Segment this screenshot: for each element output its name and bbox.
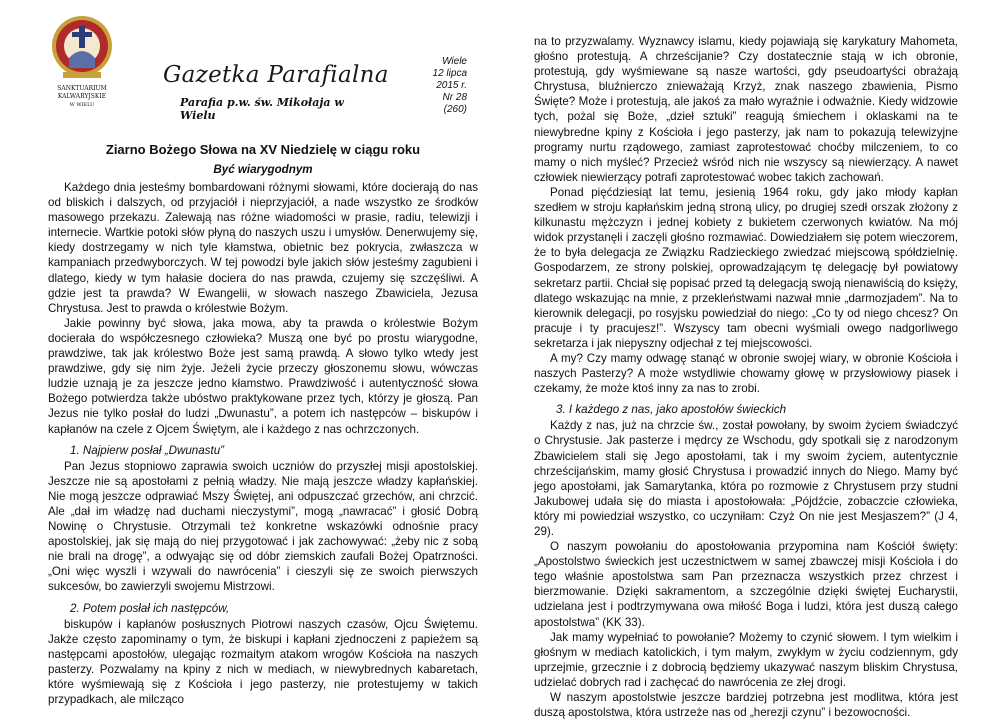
paragraph: Każdy z nas, już na chrzcie św., został powołany, by swoim życiem świadczyć o Chrystusie. Jak pasterze i mędrcy ze Wschodu, gdy spotkali się z narodzonym Zbawicielem stali się Jego apostołami, tak i my swoim życiem, autentycznie chrześcijańskim, mamy głosić Chrystusa i prowadzić innych do Niego. Mamy być jego apostołami, jak Samarytanka, która po rozmowie z Chrystusem przy studni Jakubowej udała się do miasta i apostołowała: „Pójdźcie, zobaczcie człowieka, który mi powiedział wszystko, co uczyniłam: Czyż On nie jest Mesjaszem?” (J 4, 29). — [534, 419, 958, 538]
paragraph: biskupów i kapłanów posłusznych Piotrowi naszych czasów, Ojcu Świętemu. Jakże często zapominamy o tym, że biskupi i kapłani zjednoczeni z papieżem są następcami apostołów, ulegając rozmaitym atakom wrogów Kościoła na naszych pasterzy. Pozwalamy na kpiny z nich w mediach, w niewybrednych kabaretach, które wyśmiewają się z Kościoła i jego pasterzy, nie protestujemy w takich przypadkach, ale milcząco — [48, 617, 478, 707]
paragraph: O naszym powołaniu do apostołowania przypomina nam Kościół święty: „Apostolstwo świeckich jest uczestnictwem w samej zbawczej misji Kościoła i do tego właśnie apostolstwa sam Pan przeznacza wszystkich przez chrzest i bierzmowanie. Dzięki sakramentom, a szczególnie dzięki świętej Eucharystii, udzielana jest i podtrzymywana owa miłość Boga i ludzi, która jest duszą całego apostolstwa” (KK 33). — [534, 540, 958, 629]
issue-place: Wiele — [442, 56, 467, 67]
logo-line-2: KALWARYJSKIE — [57, 93, 107, 100]
issue-info — [417, 56, 467, 116]
paragraph: W naszym apostolstwie jeszcze bardziej potrzebna jest modlitwa, która jest duszą apostolstwa, która ustrzeże nas od „herezji czynu” i bezowocności. — [534, 691, 958, 720]
parish-subtitle: Parafia p.w. św. Mikołaja w Wielu — [180, 96, 344, 122]
logo-line-3: W WIELU — [69, 102, 95, 108]
paragraph: A my? Czy mamy odwagę stanąć w obronie swojej wiary, w obronie Kościoła i naszych Pasterzy? A może wstydliwie chowamy głowę w przysłowiowy piasek i czekamy, że może ktoś inny za nas to zrobi. — [534, 351, 958, 396]
right-column — [534, 34, 958, 720]
sanctuary-logo — [49, 14, 115, 114]
section-heading: 1. Najpierw posłał „Dwunastu” — [70, 443, 225, 457]
logo-line-1: SANKTUARIUM — [57, 85, 107, 92]
article-subtitle: Być wiarygodnym — [213, 163, 313, 176]
issue-year: 2015 r. — [436, 80, 467, 91]
paragraph: Pan Jezus stopniowo zaprawia swoich uczniów do przyszłej misji apostolskiej. Jeszcze nie są apostołami z pełnią władzy. Nie mają jeszcze władzy kapłańskiej. Nie mogą jeszcze odprawiać Mszy Świętej, ani odpuszczać grzechów, ani chrzcić. Ale „dał im władzę nad duchami nieczystymi”, mogą „nawracać” i głosić Dobrą Nowinę o Chrystusie. Otrzymali też konkretne wskazówki odnośnie pracy apostolskiej, jak się mają do niej przygotować i jak zachowywać: „żeby nic z sobą nie brali na drogę”, a odwyając się od dóbr ziemskich zaufali Bożej Opatrzności. „Oni więc wyszli i wzywali do nawrócenia” i cieszyli się ze swoich pierwszych sukcesów, bo zawierzyli swojemu Mistrzowi. — [48, 459, 478, 594]
section-heading: 3. I każdego z nas, jako apostołów świeckich — [556, 403, 787, 417]
paragraph: Ponad pięćdziesiąt lat temu, jesienią 1964 roku, gdy jako młody kapłan szedłem w stroju kapłańskim jedną stroną ulicy, po drugiej szedł orszak złożony z kilkunastu mężczyzn i jednej kobiety z bukietem czerwonych kwiatów. Na mój widok przystanęli i zaczęli głośno rozmawiać. Dowiedziałem się potem wieczorem, że to była delegacja ze Związku Radzieckiego zwiedzać miejscową spółdzielnię. Gospodarzem, ze strony polskiej, oprowadzającym tę delegację był powiatowy sekretarz partii. Chciał się popisać przed tą delegacją swoją nienawiścią do księży, dlatego wskazując na mnie, z przekleństwami nazwał mnie „darmozjadem”. Na to kierownik delegacji, po rosyjsku powiedział do niego: „Co ty od niego chcesz? On pracuje i ty pracujesz!”. Wszyscy tam obecni wyśmiali owego nadgorliwego sekretarza i jak niepyszny odjechał z tej miejscowości. — [534, 185, 958, 350]
issue-number: Nr 28 (260) — [442, 92, 467, 115]
paragraph: Jak mamy wypełniać to powołanie? Możemy to czynić słowem. I tym wielkim i głośnym w mediach katolickich, i tym małym, zwykłym w życiu codziennym, gdy uprzejmie, grzecznie i z dobrocią będziemy ukazywać naszym bliskim Chrystusa, udzielać dobrych rad i zachęcać do nawrócenia ze złej drogi. — [534, 630, 958, 689]
paragraph: Jakie powinny być słowa, jaka mowa, aby ta prawda o królestwie Bożym docierała do współczesnego człowieka? Muszą one być po prostu wiarygodne, prawdziwe, tak jak królestwo Boże jest samą prawdą. A słowo tylko wtedy jest prawdziwe, gdy się nim żyje. Jeżeli życie przeczy głoszonemu słowu, wówczas ludzie uznają je za jeszcze jedno kłamstwo. Prawdziwość i autentyczność słowa Bożego potwierdza także ubóstwo praktykowane przez tych, którzy je głoszą. Pan Jezus nie tylko posłał do ludzi „Dwunastu”, a potem ich następców – biskupów i kapłanów na czele z Ojcem Świętym, ale i każdego z nas ochrzczonych. — [48, 316, 478, 436]
article-title: Ziarno Bożego Słowa na XV Niedzielę w ciągu roku — [105, 142, 421, 157]
issue-date: 12 lipca — [432, 68, 467, 79]
paragraph: Każdego dnia jesteśmy bombardowani różnymi słowami, które docierają do nas od bliskich i dalszych, od przyjaciół i nieprzyjaciół, a nade wszystko ze środków masowego przekazu. Zalewają nas różne wiadomości w prasie, radiu, telewizji i internecie. Wartkie potoki słów płyną do naszych uszu i umysłów. Denerwujemy się, kiedy dostrzegamy w nich tyle kłamstwa, obietnic bez pokrycia, zwłaszcza w kampaniach przedwyborczych. W tej powodzi byle jakich słów jesteśmy zagubieni i dlatego, kiedy w tym hałasie dociera do nas prawda, czujemy się szczęśliwi. A gdzie jest ta prawda? W Ewangelii, w słowach naszego Zbawiciela, Jezusa Chrystusa. Jest to prawda o królestwie Bożym. — [48, 181, 478, 315]
newsletter-title: Gazetka Parafialna — [163, 62, 389, 88]
left-column — [48, 128, 478, 707]
masthead — [0, 0, 496, 128]
section-heading: 2. Potem posłał ich następców, — [70, 601, 230, 615]
paragraph: na to przyzwalamy. Wyznawcy islamu, kiedy pojawiają się karykatury Mahometa, głośno protestują. A chrześcijanie? Czy dostatecznie stają w ich obronie, protestują, gdy wyśmiewane są nasze wartości, gdy pseudoartyści obrażają Chrystusa, bluźnierczo znieważają Krzyż, znak naszego zbawienia, Pismo Święte? Może i protestują, ale jakoś za mało wyraźnie i odważnie. Kiedy widzowie tych, pożal się Boże, „dzieł sztuki” reagują śmiechem i oklaskami na te niewybredne kpiny z Kościoła i jego pasterzy, jak nam to pokazują telewizyjne programy nurtu rządowego, zamiast zaprotestować choćby milczeniem, to co mamy o nich myśleć? Przecież wśród nich nie wszyscy są niewierzący. A nawet człowiek niewierzący potrafi zaprotestować wobec takich zachowań. — [534, 35, 958, 184]
